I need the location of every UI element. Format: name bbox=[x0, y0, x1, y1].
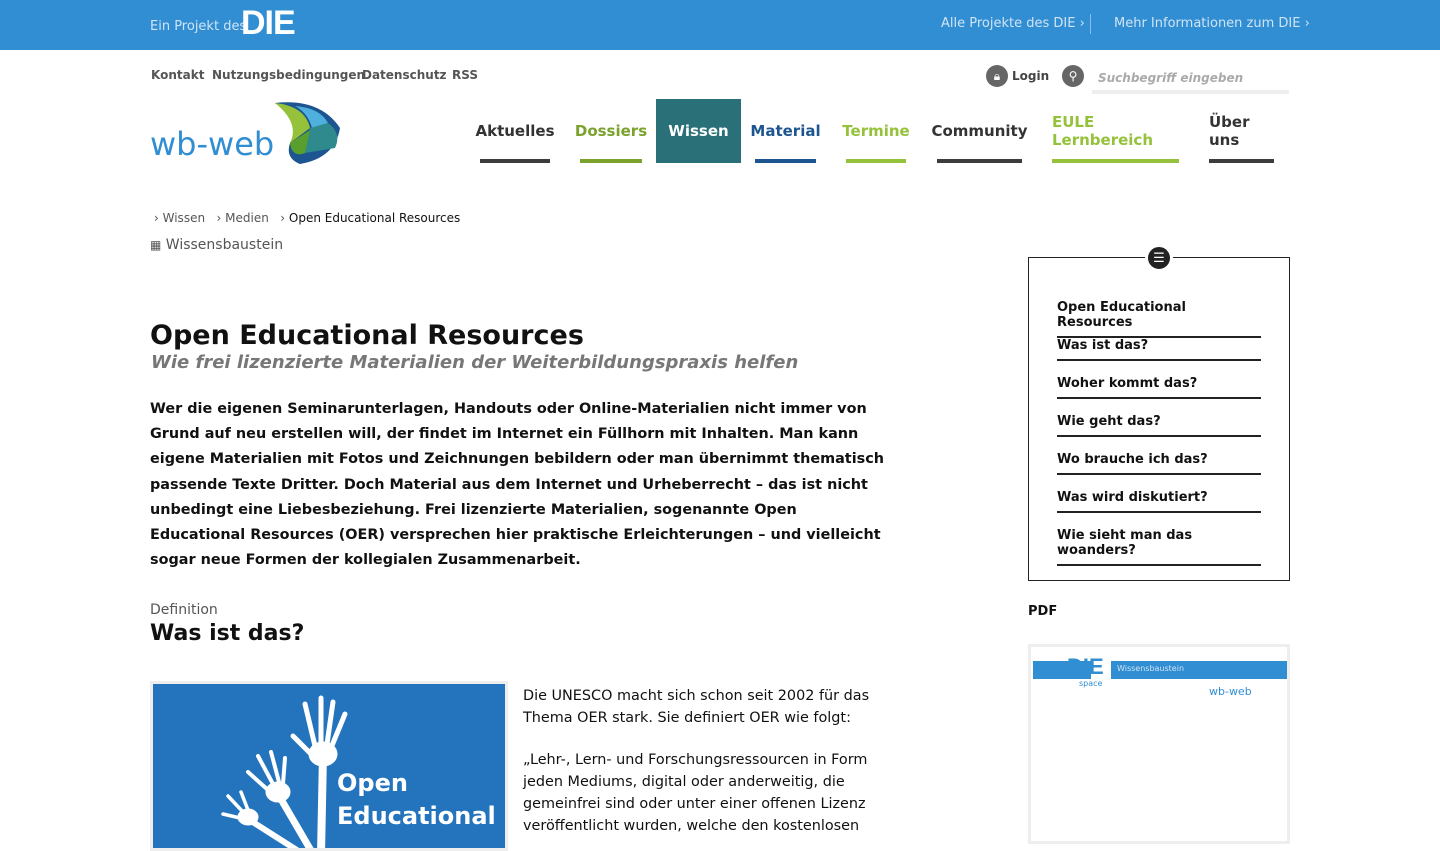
search-icon[interactable]: ⚲ bbox=[1062, 65, 1084, 87]
nav-label: Material bbox=[750, 122, 821, 140]
nav-label: Über uns bbox=[1209, 113, 1250, 149]
nav-material[interactable] bbox=[750, 99, 821, 163]
table-of-contents bbox=[1028, 257, 1290, 581]
lock-icon: 🔒︎ bbox=[986, 65, 1008, 87]
nav-label: EULE Lernbereich bbox=[1052, 113, 1154, 149]
nav-underline bbox=[1052, 159, 1179, 163]
project-prefix: Ein Projekt des bbox=[150, 19, 247, 34]
image-text-educational: Educational bbox=[337, 802, 496, 830]
svg-text:wb-web: wb-web bbox=[150, 125, 275, 163]
toc-item[interactable]: Wo brauche ich das? bbox=[1057, 452, 1261, 475]
image-text-open: Open bbox=[337, 769, 408, 797]
toc-item[interactable]: Was ist das? bbox=[1057, 338, 1261, 361]
pdf-preview[interactable] bbox=[1028, 644, 1290, 844]
nav-underline bbox=[755, 159, 816, 163]
paragraph: „Lehr-, Lern- und Forschungsressourcen in Form jeden Mediums, digital oder anderweitig, die gemeinfrei sind oder unter einer offenen Lizenz veröffentlicht wurden, welche den kostenlosen bbox=[523, 752, 868, 834]
nav-label: Wissen bbox=[668, 122, 729, 140]
page-title: Open Educational Resources bbox=[150, 320, 584, 351]
toc-item[interactable]: Open Educational Resources bbox=[1057, 300, 1261, 338]
nav-community[interactable] bbox=[931, 99, 1028, 163]
toc-item[interactable]: Was wird diskutiert? bbox=[1057, 490, 1261, 513]
nav-über-uns[interactable] bbox=[1209, 99, 1274, 163]
pdf-wbweb-logo: wb-web bbox=[1209, 685, 1252, 698]
login-button[interactable] bbox=[986, 65, 1049, 87]
nav-label: Termine bbox=[842, 122, 910, 140]
login-label: Login bbox=[1012, 69, 1050, 83]
section-title: Was ist das? bbox=[150, 621, 305, 646]
breadcrumb-medien[interactable]: Medien bbox=[225, 211, 269, 225]
pdf-banner: Wissensbaustein bbox=[1111, 661, 1287, 679]
all-projects-link[interactable]: Alle Projekte des DIE › bbox=[941, 16, 1085, 31]
terms-link[interactable]: Nutzungsbedingungen bbox=[212, 68, 366, 82]
toc-item[interactable]: Wie sieht man das woanders? bbox=[1057, 528, 1261, 566]
breadcrumb: › Wissen › Medien › Open Educational Resources bbox=[154, 211, 461, 225]
nav-wissen[interactable] bbox=[656, 99, 741, 163]
oer-image bbox=[150, 681, 508, 851]
nav-eule-lernbereich[interactable] bbox=[1052, 99, 1179, 163]
nav-label: Community bbox=[931, 122, 1028, 140]
section-body bbox=[523, 685, 883, 837]
more-info-link[interactable]: Mehr Informationen zum DIE › bbox=[1114, 16, 1310, 31]
nav-label: Aktuelles bbox=[475, 122, 555, 140]
wb-web-logo[interactable] bbox=[150, 98, 345, 172]
nav-underline bbox=[480, 159, 550, 163]
privacy-link[interactable]: Datenschutz bbox=[362, 68, 447, 82]
breadcrumb-current: Open Educational Resources bbox=[288, 211, 461, 225]
puzzle-icon: ▦ bbox=[150, 238, 162, 252]
paragraph: Die UNESCO macht sich schon seit 2002 für das Thema OER stark. Sie definiert OER wie folgt: bbox=[523, 688, 870, 726]
kontakt-link[interactable]: Kontakt bbox=[151, 68, 205, 82]
rss-link[interactable]: RSS bbox=[452, 68, 478, 82]
nav-underline bbox=[580, 159, 642, 163]
nav-underline bbox=[937, 159, 1022, 163]
nav-aktuelles[interactable] bbox=[475, 99, 555, 163]
nav-termine[interactable] bbox=[842, 99, 910, 163]
nav-underline bbox=[1209, 159, 1274, 163]
toc-item[interactable]: Wie geht das? bbox=[1057, 414, 1261, 437]
content-type-label: Wissensbaustein bbox=[165, 237, 284, 253]
die-logo[interactable]: DIE bbox=[241, 4, 295, 42]
page-subtitle: Wie frei lizenzierte Materialien der Weiterbildungspraxis helfen bbox=[151, 352, 799, 373]
nav-underline bbox=[846, 159, 906, 163]
pdf-space: space bbox=[1079, 679, 1103, 688]
top-bar bbox=[0, 0, 1440, 50]
nav-label: Dossiers bbox=[574, 122, 648, 140]
toc-item[interactable]: Woher kommt das? bbox=[1057, 376, 1261, 399]
divider bbox=[1090, 14, 1091, 34]
content-type bbox=[150, 237, 283, 253]
pdf-label: PDF bbox=[1028, 604, 1058, 619]
search-input[interactable] bbox=[1092, 66, 1289, 94]
nav-dossiers[interactable] bbox=[574, 99, 648, 163]
menu-icon[interactable]: ☰ bbox=[1145, 244, 1173, 272]
lead-paragraph: Wer die eigenen Seminarunterlagen, Handouts oder Online-Materialien nicht immer von Grund auf neu erstellen will, der findet im Internet ein Füllhorn mit Inhalten. Man kann eigene Materialien mit Fotos und Zeichnungen bebildern oder man übernimmt thematisch passende Texte Dritter. Doch Material aus dem Internet und Urheberrecht – das ist nicht unbedingt eine Liebesbeziehung. Frei lizenzierte Materialien, sogenannte Open Educational Resources (OER) versprechen hier praktische Erleichterungen – und vielleicht sogar neue Formen der kollegialen Zusammenarbeit. bbox=[150, 401, 884, 569]
pdf-die-logo: DIE bbox=[1067, 654, 1104, 679]
breadcrumb-wissen[interactable]: Wissen bbox=[162, 211, 206, 225]
section-label: Definition bbox=[150, 602, 218, 618]
